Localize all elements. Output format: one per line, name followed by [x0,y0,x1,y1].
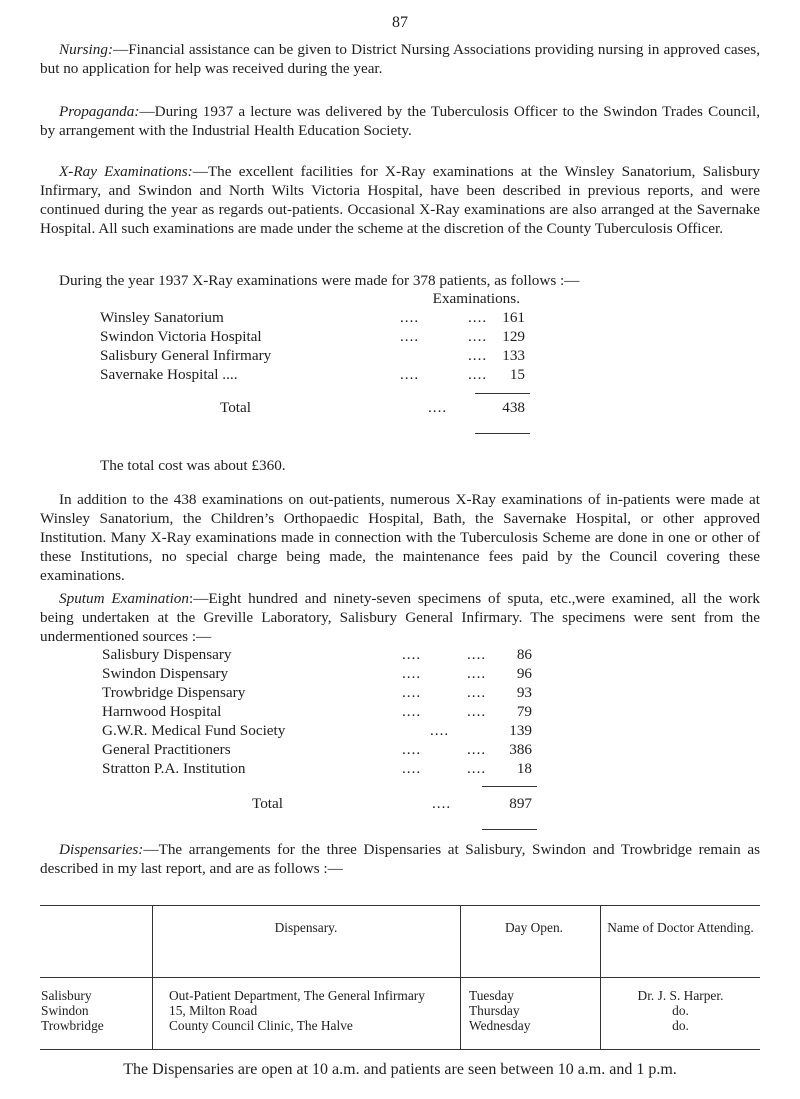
page-number: 87 [392,14,408,31]
xray-intro: During the year 1937 X-Ray examinations were made for 378 patients, as follows :— [59,272,580,289]
propaganda-text: —During 1937 a lecture was delivered by the Tuberculosis Officer to the Swindon Trades Council, by arrangement with the Industrial Health Education Society. [40,103,760,139]
sputum-text: :—Eight hundred and ninety-seven specimens of sputa, etc.,were examined, all the work being undertaken at the Greville Laboratory, Salisbury General Infirmary. The specimens were sent from the undermentioned sources :— [40,590,760,645]
dispensaries-text: —The arrangements for the three Dispensaries at Salisbury, Swindon and Trowbridge remain as described in my last report, and are as follows :— [40,841,760,877]
sputum-row: General Practitioners .... .... 386 [102,741,532,758]
xray-paragraph [40,162,760,238]
sputum-row: Harnwood Hospital .... .... 79 [102,703,532,720]
nursing-paragraph [40,40,760,78]
xray-row: Swindon Victoria Hospital .... .... 129 [100,328,525,345]
inpatients-paragraph: In addition to the 438 examinations on out-patients, numerous X-Ray examinations of in-patients were made at Winsley Sanatorium, the Children’s Orthopaedic Hospital, Bath, the Savernake Hospital, or other approved Institution. Many X-Ray examinations made in connection with the Tuberculosis Scheme are done in one or other of these Institutions, no special charge being made, the maintenance fees paid by the Council covering these examinations. [40,491,760,584]
rule [475,393,530,394]
xray-total-row: Total .... 438 [220,399,525,416]
xray-row: Salisbury General Infirmary .... 133 [100,347,525,364]
header-dispensary: Dispensary. [153,906,461,978]
sputum-row: Stratton P.A. Institution .... .... 18 [102,760,532,777]
propaganda-paragraph [40,102,760,140]
sputum-row: Salisbury Dispensary .... .... 86 [102,646,532,663]
header-day-open: Day Open. [461,906,601,978]
sputum-row: Trowbridge Dispensary .... .... 93 [102,684,532,701]
sputum-row: Swindon Dispensary .... .... 96 [102,665,532,682]
nursing-text: —Financial assistance can be given to District Nursing Associations providing nursing in approved cases, but no application for help was received during the year. [40,41,760,77]
xray-row: Winsley Sanatorium .... .... 161 [100,309,525,326]
sputum-heading: Sputum Examination [59,590,189,607]
xray-column-header: Examinations. [432,290,520,307]
xray-heading: X-Ray Examinations: [59,163,193,180]
nursing-heading: Nursing: [59,41,114,58]
sputum-table [102,646,532,814]
xray-table [100,290,525,418]
sputum-total-row: Total .... 897 [252,795,532,812]
dispensaries-heading: Dispensaries: [59,841,144,858]
table-header-row [40,906,760,978]
dispensary-table [40,905,760,1050]
xray-text: —The excellent facilities for X-Ray examinations at the Winsley Sanatorium, Salisbury Infirmary, and Swindon and North Wilts Victoria Hospital, have been described in previous reports, and were continued during the year as regards out-patients. Occasional X-Ray examinations are also arranged at the Savernake Hospital. All such examinations are made under the scheme at the discretion of the County Tuberculosis Officer. [40,163,761,237]
xray-row: Savernake Hospital .... .... .... 15 [100,366,525,383]
rule [482,829,537,830]
cost-text: The total cost was about £360. [100,457,286,474]
footer-text: The Dispensaries are open at 10 a.m. and patients are seen between 10 a.m. and 1 p.m. [123,1061,677,1078]
sputum-row: G.W.R. Medical Fund Society .... 139 [102,722,532,739]
table-row: Salisbury Swindon Trowbridge Out-Patient Department, The General Infirmary 15, Milton Road County Council Clinic, The Halve Tuesday Thursday Wednesday Dr. J. S. Harper. do. do. [40,978,760,1050]
propaganda-heading: Propaganda: [59,103,140,120]
rule [482,786,537,787]
dispensaries-paragraph [40,840,760,878]
header-doctor: Name of Doctor Attending. [601,906,761,978]
rule [475,433,530,434]
sputum-paragraph [40,589,760,646]
